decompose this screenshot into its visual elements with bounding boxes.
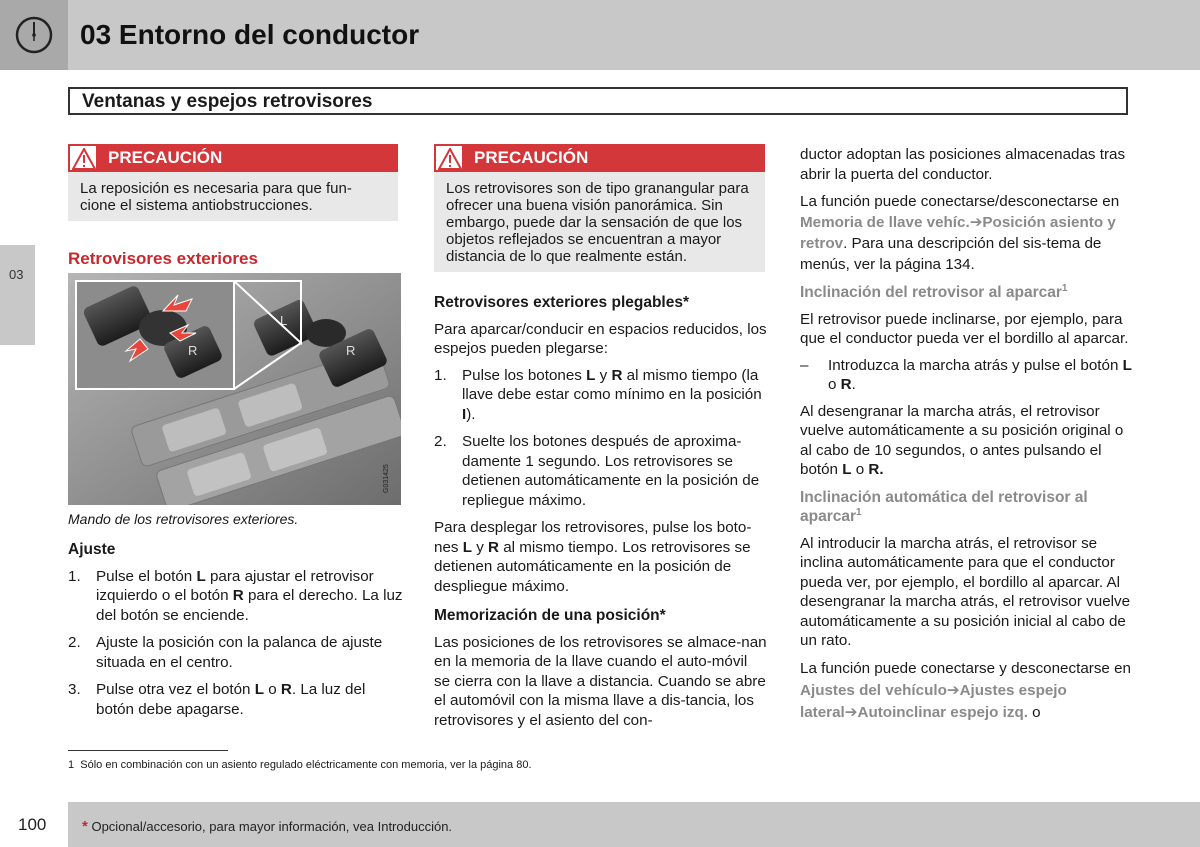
gauge-icon — [14, 15, 54, 55]
image-code: G031425 — [383, 464, 390, 493]
fold-steps — [434, 366, 767, 511]
auto-tilt-menu-text: La función puede conectarse y desconectarse en Ajustes del vehículo➔Ajustes espejo lateral➔Autoinclinar espejo izq. o — [800, 659, 1131, 721]
list-item: 3. Pulse otra vez el botón L o R. La luz del botón debe apagarse. — [68, 681, 366, 718]
photo-label-r: R — [346, 343, 356, 358]
footnote: 1 Sólo en combinación con un asiento regulado eléctricamente con memoria, ver la página 80. — [68, 759, 532, 771]
mirror-control-illustration — [68, 273, 401, 505]
menu-path: Autoinclinar espejo izq. — [857, 703, 1028, 721]
warning-box-1 — [68, 144, 398, 221]
section-title-box — [68, 87, 1128, 115]
warning-title: PRECAUCIÓN — [474, 148, 589, 167]
menu-path: Ajustes del vehículo — [800, 681, 947, 699]
heading-folding-mirrors: Retrovisores exteriores plegables* — [434, 294, 690, 311]
heading-exterior-mirrors: Retrovisores exteriores — [68, 249, 258, 268]
warning-title: PRECAUCIÓN — [108, 148, 223, 167]
heading-memory: Memorización de una posición* — [434, 607, 666, 624]
arrow-icon: ➔ — [946, 681, 960, 699]
tilt-text: El retrovisor puede inclinarse, por ejemplo, para que el conductor pueda ver el bordillo al aparcar. — [800, 310, 1129, 347]
warning-triangle-icon — [72, 148, 96, 170]
chapter-header — [0, 0, 1200, 70]
heading-ajuste: Ajuste — [68, 541, 116, 558]
photo-label-r-zoom: R — [188, 343, 198, 358]
warning-header — [434, 144, 765, 172]
fold-intro: Para aparcar/conducir en espacios reducidos, los espejos pueden plegarse: — [434, 320, 767, 357]
menu-path: Posición asiento y retrov — [800, 214, 1116, 252]
warning-triangle-icon — [438, 148, 462, 170]
warning-box-2 — [434, 144, 765, 272]
list-item: 2. Ajuste la posición con la palanca de ajuste situada en el centro. — [68, 634, 383, 671]
warning-header — [68, 144, 398, 172]
unfold-text: Para desplegar los retrovisores, pulse los boto-nes L y R al mismo tiempo. Los retrovisores se detienen automáticamente en la posición de despliegue máximo. — [434, 519, 752, 595]
memory-text: Las posiciones de los retrovisores se almace-nan en la memoria de la llave cuando el auto-móvil se cierra con la llave a distancia. Cuando se abre el automóvil con la misma llave a dis-tancia, los retrovisores y el asiento del con- — [434, 633, 767, 729]
menu-path: Memoria de llave vehíc. — [800, 214, 970, 231]
heading-auto-tilt: Inclinación automática del retrovisor al aparcar$^1$ — [800, 488, 1088, 525]
page-number: 100 — [18, 815, 47, 834]
chapter-title: 03 Entorno del conductor — [80, 19, 420, 50]
warning-text: La reposición es necesaria para que fun- cione el sistema antiobstrucciones. — [80, 180, 352, 214]
arrow-icon: ➔ — [844, 703, 858, 721]
memory-text-continued: ductor adoptan las posiciones almacenadas tras abrir la puerta del conductor. — [800, 146, 1126, 183]
photo-caption: Mando de los retrovisores exteriores. — [68, 511, 299, 527]
section-title: Ventanas y espejos retrovisores — [82, 91, 373, 112]
tilt-return-text: Al desengranar la marcha atrás, el retrovisor vuelve automáticamente a su posición original o al cabo de 10 segundos, o antes pulsando el botón L o R. — [800, 402, 1124, 478]
footer-bar — [68, 802, 1200, 847]
list-item: 2. Suelte los botones después de aproxima-damente 1 segundo. Los retrovisores se detienen automáticamente en la posición de repliegue máximo. — [434, 433, 760, 509]
arrow-icon: ➔ — [969, 214, 983, 231]
warning-icon-box — [434, 144, 464, 172]
photo-label-l: L — [280, 313, 288, 328]
side-tab-label: 03 — [9, 267, 24, 282]
column-1-adjust — [68, 540, 403, 727]
footer-note: * Opcional/accesorio, para mayor información, vea Introducción. — [82, 818, 453, 835]
list-item: 1. Pulse el botón L para ajustar el retrovisor izquierdo o el botón R para el derecho. La luz del botón se enciende. — [68, 567, 403, 624]
dash-list-item: – Introduzca la marcha atrás y pulse el botón L o R. — [800, 356, 1132, 393]
asterisk-icon: * — [82, 818, 88, 835]
chapter-side-tab — [0, 245, 35, 345]
auto-tilt-text: Al introducir la marcha atrás, el retrovisor se inclina automáticamente para que el conductor pueda ver, por ejemplo, el bordillo al aparcar. Al desengranar la marcha atrás, el retrovisor vuelve automáticamente a su posición inicial al cabo de un rato. — [800, 534, 1131, 649]
mirror-control-photo — [68, 273, 401, 505]
menu-path: Ajustes espejo lateral — [800, 681, 1067, 721]
column-3-text — [800, 145, 1133, 731]
memory-menu-text: La función puede conectarse/desconectarse en Memoria de llave vehíc.➔Posición asiento y retrov. Para una descripción del sis-tema de menús, ver la página 134. — [800, 193, 1120, 273]
warning-text: Los retrovisores son de tipo granangular para ofrecer una buena visión panorámica. Sin embargo, puede dar la sensación de que los objetos reflejados se encuentran a mayor distancia de lo que realmente están. — [446, 180, 749, 265]
heading-tilt-parking: Inclinación del retrovisor al aparcar$^1$ — [800, 282, 1068, 301]
warning-icon-box — [68, 144, 98, 172]
footnote-rule — [68, 750, 228, 751]
list-item: 1. Pulse los botones L y R al mismo tiempo (la llave debe estar como mínimo en la posición I). — [434, 366, 762, 423]
gauge-icon-box — [0, 0, 68, 70]
adjust-steps — [68, 567, 403, 720]
column-2-text — [434, 293, 767, 737]
